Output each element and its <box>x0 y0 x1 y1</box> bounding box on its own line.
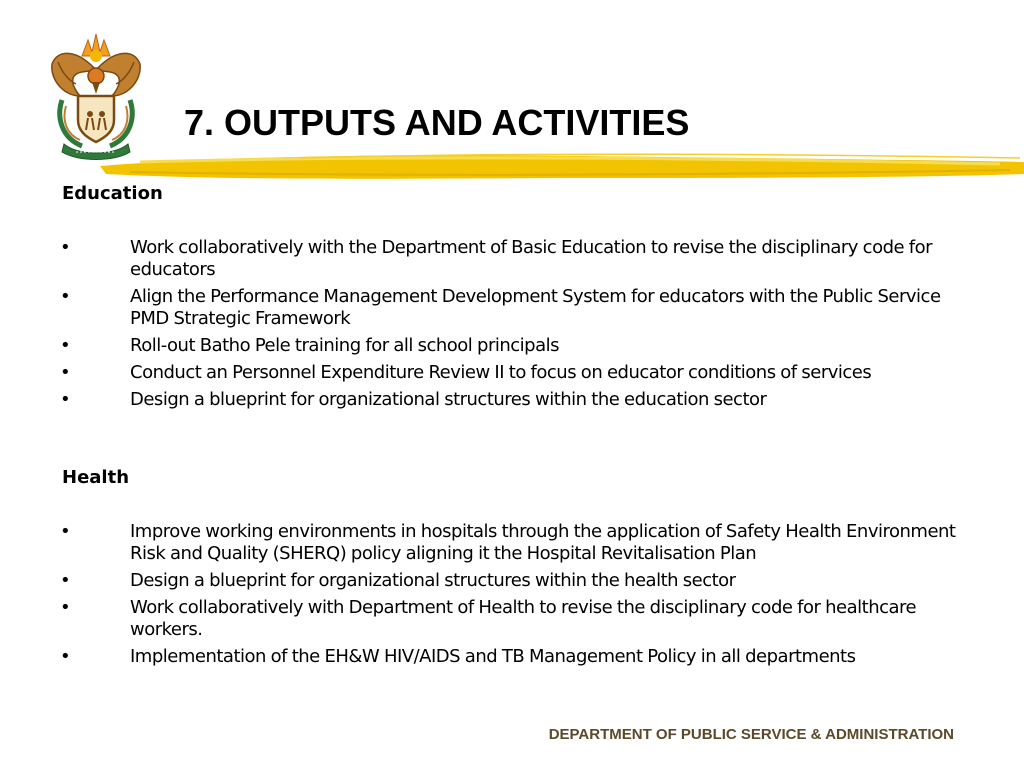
list-item <box>0 286 960 330</box>
education-bullet-list <box>0 237 960 416</box>
list-item-text: Roll-out Batho Pele training for all school principals <box>130 335 559 356</box>
list-item <box>0 521 960 565</box>
list-item-text: Work collaboratively with Department of Health to revise the disciplinary code for healthcare workers. <box>130 597 917 640</box>
bullet-icon: • <box>60 362 71 383</box>
list-item <box>0 646 960 668</box>
bullet-icon: • <box>60 335 71 356</box>
protea-head <box>88 68 104 94</box>
list-item-text: Design a blueprint for organizational structures within the education sector <box>130 389 767 410</box>
bullet-icon: • <box>60 646 71 667</box>
list-item <box>0 335 960 357</box>
list-item <box>0 570 960 592</box>
bullet-icon: • <box>60 389 71 410</box>
coat-of-arms-icon <box>48 30 144 160</box>
bullet-icon: • <box>60 521 71 542</box>
list-item-text: Align the Performance Management Development System for educators with the Public Service PMD Strategic Framework <box>130 286 941 329</box>
list-item <box>0 597 960 641</box>
list-item <box>0 362 960 384</box>
section-heading-health: Health <box>62 467 130 488</box>
bullet-icon: • <box>60 570 71 591</box>
slide-title: 7. OUTPUTS AND ACTIVITIES <box>184 102 690 143</box>
list-item-text: Design a blueprint for organizational structures within the health sector <box>130 570 736 591</box>
yellow-brush-underline <box>100 148 1024 188</box>
list-item-text: Implementation of the EH&W HIV/AIDS and TB Management Policy in all departments <box>130 646 856 667</box>
list-item-text: Improve working environments in hospitals through the application of Safety Health Environment Risk and Quality (SHERQ) policy aligning it the Hospital Revitalisation Plan <box>130 521 956 564</box>
list-item-text: Work collaboratively with the Department of Basic Education to revise the disciplinary code for educators <box>130 237 933 280</box>
bullet-icon: • <box>60 286 71 307</box>
section-heading-education: Education <box>62 183 163 204</box>
bullet-icon: • <box>60 597 71 618</box>
footer-department-name: DEPARTMENT OF PUBLIC SERVICE & ADMINISTRATION <box>548 726 954 743</box>
bullet-icon: • <box>60 237 71 258</box>
rising-sun <box>82 34 110 62</box>
list-item <box>0 237 960 281</box>
list-item-text: Conduct an Personnel Expenditure Review II to focus on educator conditions of services <box>130 362 872 383</box>
shield <box>78 96 114 142</box>
list-item <box>0 389 960 411</box>
health-bullet-list <box>0 521 960 673</box>
